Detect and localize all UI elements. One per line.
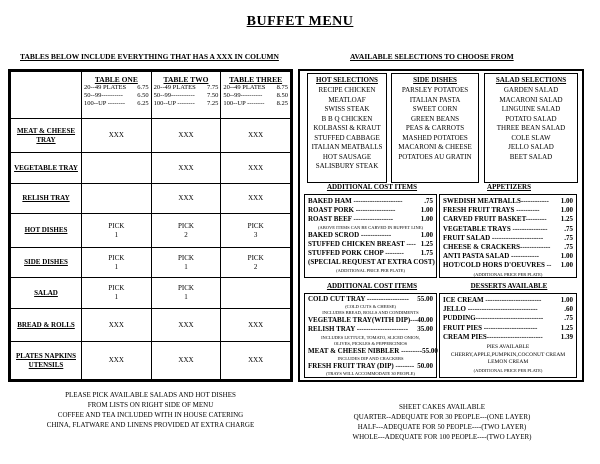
price-row [305,325,436,334]
list-item: GREEN BEANS [410,114,460,123]
list-item: SALISBURY STEAK [315,162,379,170]
list-item: GARDEN SALAD [503,86,559,94]
item-price: 1.25 [560,215,573,224]
table-cell: XXX [221,118,291,153]
table-cell: XXX [151,342,221,380]
section-title: ADDITIONAL COST ITEMS [326,183,418,191]
box-title: SIDE DISHES [413,76,457,84]
item-name: VEGETABLE TRAY(WITH DIP)--- [308,316,418,325]
item-price: .75 [564,243,573,252]
price-row [440,243,576,252]
left-heading: TABLES BELOW INCLUDE EVERYTHING THAT HAS A XXX IN COLUMN [20,52,279,61]
row-label: BREAD & ROLLS [11,308,82,342]
list-item: KOLBASSI & KRAUT [313,124,381,132]
item-price: 1.00 [560,252,573,261]
item-note: (COLD CUTS & CHEESE) [345,304,396,310]
buffet-table-grid [8,69,293,382]
pie-note: CHERRY,APPLE,PUMPKIN,COCONUT CREAM [450,351,566,358]
item-name: FRESH FRUIT TRAY (DIP) -------- [308,361,415,370]
price-row [305,249,436,258]
table-cell: XXX [82,118,152,153]
price-row [305,362,436,371]
price-row [440,206,576,215]
corner-cell [11,72,82,119]
section-title: ADDITIONAL COST ITEMS [326,282,418,290]
row-label: PLATES NAPKINS UTENSILS [11,342,82,380]
box-footer: (ADDITIONAL PRICE PER PLATE) [473,271,543,277]
table-one-header: TABLE ONE 6.75 20--49 PLATES 6.50 50--99---------- 6.25 100--UP -------- [82,72,152,119]
item-name: ICE CREAM ------------------------ [443,296,542,304]
list-item: STUFFED CABBAGE [314,133,380,142]
list-item: THREE BEAN SALAD [496,124,566,132]
item-price: 1.00 [560,296,573,304]
sheet-cakes-notes: SHEET CAKES AVAILABLE QUARTER--ADEQUATE FOR 30 PEOPLE---(ONE LAYER) HALF---ADEQUATE FOR 50 PEOPLE----(TWO LAYER) WHOLE---ADEQUATE FOR 100 PEOPLE----(TWO LAYER) [352,403,532,441]
box-footer: (ADDITIONAL PRICE PER PLATE) [336,268,405,274]
item-price: .75 [564,314,573,323]
item-name: STUFFED CHICKEN BREAST ---- [308,239,416,248]
item-price: 1.75 [420,249,433,258]
price-row [440,234,576,243]
item-price: 1.00 [420,206,433,215]
table-row [11,278,291,308]
page-title: BUFFET MENU [246,14,354,29]
table-row [11,247,291,277]
item-name: BAKED HAM --------------------- [308,197,403,205]
table-row [11,214,291,248]
list-item: MEATLOAF [328,95,366,104]
table-cell: PICK 1 [151,278,221,308]
list-item: SWEET CORN [412,105,458,113]
item-price: 55.00 [422,346,438,355]
table-cell [82,153,152,183]
row-label: MEAT & CHEESE TRAY [11,118,82,153]
table-row [11,183,291,213]
item-note: (ABOVE ITEMS CAN BE CARVED IN BUFFET LINE) [318,224,423,230]
item-price: 1.00 [420,215,433,224]
item-name: ANTI PASTA SALAD ------------ [443,252,539,261]
item-price: 1.39 [560,332,573,341]
item-name: ROAST PORK ----------------- [308,206,396,215]
price-row [305,240,436,249]
price-row [440,324,576,333]
row-label: SALAD [11,278,82,308]
list-item: B B Q CHICKEN [321,114,373,123]
item-price: .75 [424,197,433,205]
item-note: (TRAYS WILL ACCOMMODATE 30 PEOPLE) [326,371,415,377]
list-item: ITALIAN PASTA [409,95,461,104]
price-row [305,206,436,215]
list-item: POTATOES AU GRATIN [398,152,472,161]
list-item: ITALIAN MEATBALLS [311,143,383,151]
pie-note: PIES AVAILABLE [486,344,530,351]
row-label: HOT DISHES [11,214,82,248]
table-cell: XXX [151,308,221,342]
table-cell: XXX [82,342,152,380]
price-row [305,215,436,224]
item-price: 50.00 [417,361,433,370]
price-row [305,295,436,304]
item-name: CARVED FRUIT BASKET--------- [443,215,547,224]
price-row [440,197,576,206]
price-row [440,296,576,305]
item-note: INCLUDES LETTUCE, TOMATO, SLICED ONION, [321,334,420,340]
list-item: COLE SLAW [511,133,551,142]
item-name: CREAM PIES------------------------ [443,332,543,341]
table-two-header: TABLE TWO 7.75 20--49 PLATES 7.50 50--99----------- 7.25 100--UP -------- [151,72,221,119]
table-cell: XXX [151,118,221,153]
table-row [11,308,291,342]
item-name: FRUIT PIES ----------------------- [443,323,538,332]
price-row [440,215,576,224]
table-name: TABLE THREE [229,75,283,84]
table-cell: XXX [151,183,221,213]
item-price: 1.00 [420,230,433,239]
pie-note: LEMON CREAM [487,359,529,366]
hot-selections-box [307,73,387,183]
item-price: .60 [564,305,573,314]
table-cell [82,183,152,213]
price-row [305,258,436,267]
price-row [305,231,436,240]
table-cell: PICK 1 [82,278,152,308]
table-cell: XXX [221,308,291,342]
list-item: LINGUINE SALAD [501,105,561,113]
price-row [440,333,576,342]
list-item: BEET SALAD [509,152,553,161]
table-cell: XXX [221,153,291,183]
list-item: JELLO SALAD [508,143,554,151]
section-title: DESSERTS AVAILABLE [470,282,548,290]
table-three-header: TABLE THREE 8.75 20--49 PLATES 8.50 50--99---------- 8.25 100--UP -------- [221,72,291,119]
item-name: STUFFED PORK CHOP -------- [308,249,404,258]
table-name: TABLE ONE [94,75,138,84]
price-row [440,252,576,261]
price-row [305,316,436,325]
table-cell: XXX [221,183,291,213]
row-label: SIDE DISHES [11,247,82,277]
list-item: SWISS STEAK [324,105,370,113]
item-price: 1.25 [560,323,573,332]
list-item: RECIPE CHICKEN [318,86,376,94]
table-cell: XXX [151,153,221,183]
item-note: INCLUDES DIP AND CRACKERS [337,355,404,361]
list-item: PARSLEY POTATOES [401,86,469,94]
table-cell: PICK 1 [82,214,152,248]
table-cell: PICK 2 [151,214,221,248]
section-title: APPETIZERS [487,183,531,191]
additional-cost-2-box [304,293,437,378]
item-name: RELISH TRAY ---------------------- [308,325,409,334]
table-cell: PICK 3 [221,214,291,248]
table-row [11,342,291,380]
table-cell [221,278,291,308]
appetizers-box [439,194,577,278]
box-footer: (ADDITIONAL PRICE PER PLATE) [473,367,543,373]
table-name: TABLE TWO [163,75,209,84]
additional-cost-1-box [304,194,437,278]
box-title: HOT SELECTIONS [316,76,378,84]
row-label: VEGETABLE TRAY [11,153,82,183]
price-row [440,305,576,314]
item-name: FRESH FRUIT TRAYS ---------- [443,206,540,215]
item-name: MEAT & CHEESE NIBBLER --------- [308,346,423,355]
item-price: 1.00 [560,197,573,205]
table-row [11,153,291,183]
item-note: OLIVES, PICKLES & PEPPERCINIOS [333,340,408,346]
table-row [11,118,291,153]
list-item: MACARONI & CHEESE [398,143,472,151]
row-label: RELISH TRAY [11,183,82,213]
item-name: COLD CUT TRAY ------------------ [308,295,409,303]
item-name: JELLO ------------------------------ [443,305,538,314]
item-price: 1.00 [560,261,573,270]
salad-selections-box [484,73,578,183]
item-name: BAKED SCROD ------------- [308,230,392,239]
item-price: 40.00 [417,316,433,325]
table-cell: PICK 1 [151,247,221,277]
side-dishes-box [391,73,479,183]
item-name: ROAST BEEF ----------------- [308,215,394,224]
price-row [305,347,436,356]
price-row [305,197,436,206]
right-heading: AVAILABLE SELECTIONS TO CHOOSE FROM [350,52,514,61]
price-row [440,225,576,234]
list-item: HOT SAUSAGE [322,152,372,161]
item-price: 35.00 [417,325,433,334]
item-name: HOT/COLD HORS D'OEUVRES -- [443,261,552,270]
list-item: POTATO SALAD [505,114,557,123]
list-item: MASHED POTATOES [402,133,468,142]
item-name: (SPECIAL REQUEST AT EXTRA COST) [308,258,435,267]
box-title: SALAD SELECTIONS [495,76,567,84]
list-item: PEAS & CARROTS [405,124,465,132]
item-name: PUDDING----------------------------- [443,314,544,323]
price-row [440,314,576,323]
item-price: .75 [564,224,573,233]
table-cell: PICK 1 [82,247,152,277]
item-price: 1.25 [420,239,433,248]
price-row [440,261,576,270]
item-price: 55.00 [417,295,433,303]
list-item: MACARONI SALAD [499,95,563,104]
item-name: CHEESE & CRACKERS------------- [443,243,551,252]
table-cell: PICK 2 [221,247,291,277]
table-cell: XXX [82,308,152,342]
item-price: 1.00 [560,206,573,215]
item-name: VEGETABLE TRAYS --------------- [443,224,548,233]
table-cell: XXX [221,342,291,380]
item-name: FRUIT SALAD ---------------------- [443,233,544,242]
item-price: .75 [564,233,573,242]
desserts-box [439,293,577,378]
item-note: INCLUDES BREAD, ROLLS AND CONDIMENTS [322,310,419,316]
bottom-left-notes: PLEASE PICK AVAILABLE SALADS AND HOT DISHES FROM LISTS ON RIGHT SIDE OF MENU COFFEE AND TEA INCLUDED WITH IN HOUSE CATERING CHINA, FLATWARE AND LINENS PROVIDED AT EXTRA CHARGE [46,391,255,429]
item-name: SWEDISH MEATBALLS------------ [443,197,549,205]
